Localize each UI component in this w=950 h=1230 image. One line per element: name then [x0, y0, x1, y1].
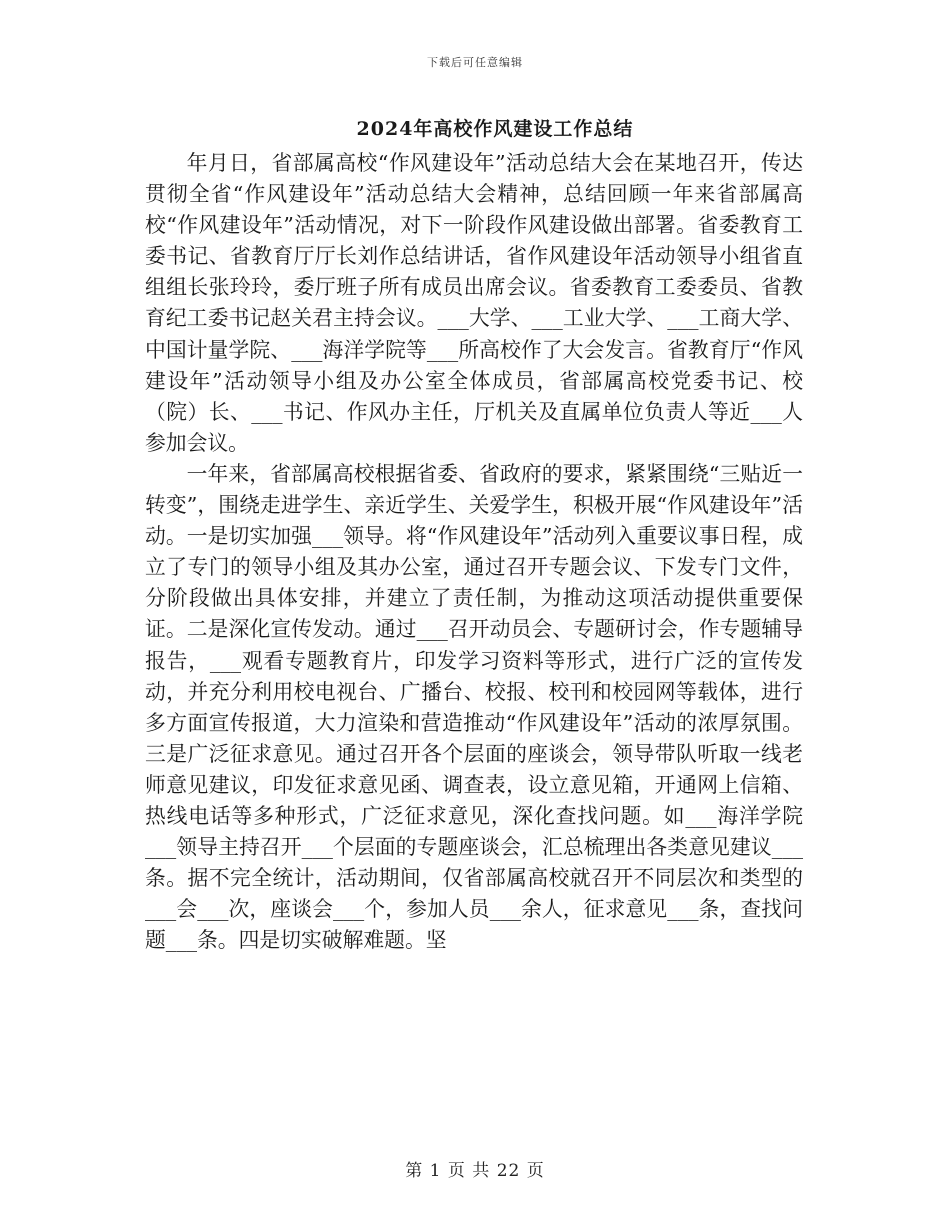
header-note: 下载后可任意编辑: [427, 56, 523, 69]
paragraph-2: 一年来，省部属高校根据省委、省政府的要求，紧紧围绕“三贴近一转变”，围绕走进学生、亲近学生、关爱学生，积极开展“作风建设年”活动。一是切实加强___领导。将“作风建设年”活动列入重要议事日程，成立了专门的领导小组及其办公室，通过召开专题会议、下发专门文件，分阶段做出具体安排，并建立了责任制，为推动这项活动提供重要保证。二是深化宣传发动。通过___召开动员会、专题研讨会，作专题辅导报告，___观看专题教育片，印发学习资料等形式，进行广泛的宣传发动，并充分利用校电视台、广播台、校报、校刊和校园网等载体，进行多方面宣传报道，大力渲染和营造推动“作风建设年”活动的浓厚氛围。三是广泛征求意见。通过召开各个层面的座谈会，领导带队听取一线老师意见建议，印发征求意见函、调查表，设立意见箱，开通网上信箱、热线电话等多种形式，广泛征求意见，深化查找问题。如___海洋学院___领导主持召开___个层面的专题座谈会，汇总梳理出各类意见建议___条。据不完全统计，活动期间，仅省部属高校就召开不同层次和类型的___会___次，座谈会___个，参加人员___余人，征求意见___条，查找问题___条。四是切实破解难题。坚: [145, 461, 803, 953]
document-title: 2024年高校作风建设工作总结: [356, 118, 634, 140]
page-footer: 第 1 页 共 22 页: [405, 1161, 545, 1181]
document-body: [145, 148, 803, 956]
paragraph-1: 年月日，省部属高校“作风建设年”活动总结大会在某地召开，传达贯彻全省“作风建设年”活动总结大会精神，总结回顾一年来省部属高校“作风建设年”活动情况，对下一阶段作风建设做出部署。省委教育工委书记、省教育厅厅长刘作总结讲话，省作风建设年活动领导小组省直组组长张玲玲，委厅班子所有成员出席会议。省委教育工委委员、省教育纪工委书记赵关君主持会议。___大学、___工业大学、___工商大学、中国计量学院、___海洋学院等___所高校作了大会发言。省教育厅“作风建设年”活动领导小组及办公室全体成员，省部属高校党委书记、校（院）长、___书记、作风办主任，厅机关及直属单位负责人等近___人参加会议。: [145, 151, 803, 455]
